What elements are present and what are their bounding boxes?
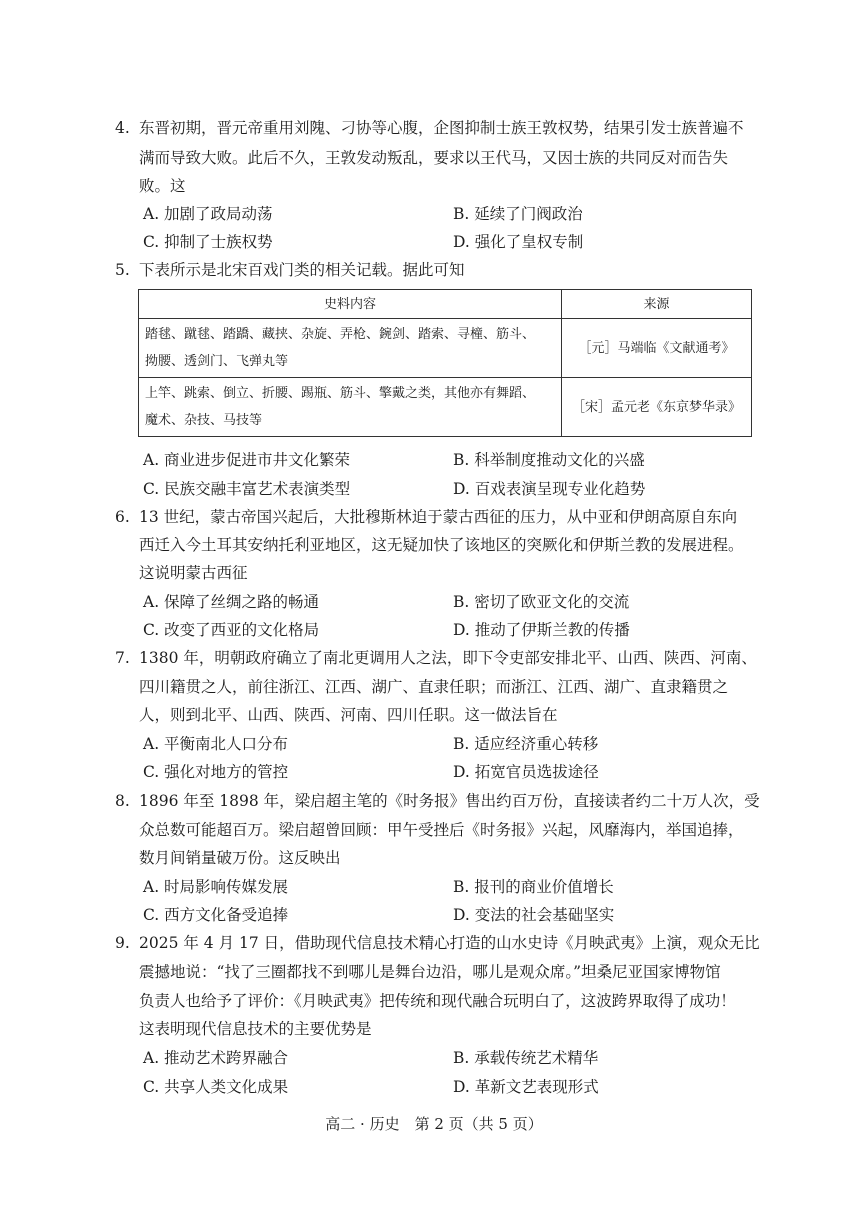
- option-b[interactable]: B. 科举制度推动文化的兴盛: [453, 451, 645, 469]
- table-header-source: 来源: [562, 290, 752, 319]
- question-text-line: 负责人也给予了评价：《月映武夷》把传统和现代融合玩明白了，这波跨界取得了成功！: [139, 992, 736, 1010]
- table-header-row: [139, 290, 752, 319]
- table-row: [139, 319, 752, 378]
- option-d[interactable]: D. 推动了伊斯兰教的传播: [453, 621, 630, 639]
- question-text-line: 败。这: [139, 177, 186, 195]
- question-text-line: 1896 年至 1898 年，梁启超主笔的《时务报》售出约百万份，直接读者约二十万人次，受: [139, 792, 760, 810]
- question-text-line: 这说明蒙古西征: [139, 564, 248, 582]
- question-text-line: 下表所示是北宋百戏门类的相关记载。据此可知: [139, 261, 465, 279]
- option-b[interactable]: B. 报刊的商业价值增长: [453, 878, 614, 896]
- option-a[interactable]: A. 加剧了政局动荡: [143, 205, 273, 223]
- option-c[interactable]: C. 民族交融丰富艺术表演类型: [143, 480, 351, 498]
- option-c[interactable]: C. 西方文化备受追捧: [143, 906, 289, 924]
- question-text-line: 人，则到北平、山西、陕西、河南、四川任职。这一做法旨在: [139, 706, 558, 724]
- question-text-line: 2025 年 4 月 17 日，借助现代信息技术精心打造的山水史诗《月映武夷》上演，观众无比: [139, 934, 760, 952]
- question-text-line: 震撼地说：“找了三圈都找不到哪儿是舞台边沿，哪儿是观众席。”坦桑尼亚国家博物馆: [139, 963, 721, 981]
- table-row: [139, 378, 752, 437]
- page-footer: 高二 · 历史 第 2 页（共 5 页）: [325, 1115, 543, 1133]
- option-d[interactable]: D. 革新文艺表现形式: [453, 1078, 599, 1096]
- question-text-line: 众总数可能超百万。梁启超曾回顾：甲午受挫后《时务报》兴起，风靡海内，举国追捧，: [139, 821, 744, 839]
- question-text-line: 西迁入今土耳其安纳托利亚地区，这无疑加快了该地区的突厥化和伊斯兰教的发展进程。: [139, 536, 744, 554]
- option-a[interactable]: A. 平衡南北人口分布: [143, 735, 289, 753]
- option-b[interactable]: B. 适应经济重心转移: [453, 735, 599, 753]
- question-text-line: 四川籍贯之人，前往浙江、江西、湖广、直隶任职；而浙江、江西、湖广、直隶籍贯之: [139, 678, 729, 696]
- option-d[interactable]: D. 拓宽官员选拔途径: [453, 763, 599, 781]
- option-d[interactable]: D. 强化了皇权专制: [453, 233, 584, 251]
- table-cell-content: 上竿、跳索、倒立、折腰、踢瓶、筋斗、擎戴之类，其他亦有舞蹈、 魔术、杂技、马技等: [139, 378, 562, 437]
- option-a[interactable]: A. 时局影响传媒发展: [143, 878, 289, 896]
- table-cell-source: ［元］马端临《文献通考》: [562, 319, 752, 378]
- question-text-line: 满而导致大败。此后不久，王敦发动叛乱，要求以王代马，又因士族的共同反对而告失: [139, 149, 729, 167]
- option-a[interactable]: A. 推动艺术跨界融合: [143, 1049, 289, 1067]
- question-number: 4.: [115, 119, 130, 137]
- option-b[interactable]: B. 延续了门阀政治: [453, 205, 583, 223]
- option-b[interactable]: B. 密切了欧亚文化的交流: [453, 593, 630, 611]
- question-text-line: 1380 年，明朝政府确立了南北更调用人之法，即下令吏部安排北平、山西、陕西、河南、: [139, 649, 757, 667]
- option-d[interactable]: D. 百戏表演呈现专业化趋势: [453, 480, 646, 498]
- table-cell-source: ［宋］孟元老《东京梦华录》: [562, 378, 752, 437]
- option-c[interactable]: C. 改变了西亚的文化格局: [143, 621, 320, 639]
- option-b[interactable]: B. 承载传统艺术精华: [453, 1049, 599, 1067]
- table-cell-content: 踏毬、蹴毬、踏蹻、藏挟、杂旋、弄枪、鋺剑、踏索、寻橦、筋斗、 拗腰、透剑门、飞弹丸等: [139, 319, 562, 378]
- option-d[interactable]: D. 变法的社会基础坚实: [453, 906, 615, 924]
- question-text-line: 13 世纪，蒙古帝国兴起后，大批穆斯林迫于蒙古西征的压力，从中亚和伊朗高原自东向: [139, 508, 738, 526]
- question-text-line: 数月间销量破万份。这反映出: [139, 849, 341, 867]
- source-table: [138, 289, 752, 437]
- question-number: 6.: [115, 508, 130, 526]
- question-number: 9.: [115, 934, 130, 952]
- question-number: 8.: [115, 792, 130, 810]
- question-text-line: 东晋初期，晋元帝重用刘隗、刁协等心腹，企图抑制士族王敦权势，结果引发士族普遍不: [139, 119, 744, 137]
- table-header-content: 史料内容: [139, 290, 562, 319]
- option-c[interactable]: C. 抑制了士族权势: [143, 233, 273, 251]
- question-text-line: 这表明现代信息技术的主要优势是: [139, 1020, 372, 1038]
- option-a[interactable]: A. 商业进步促进市井文化繁荣: [143, 451, 351, 469]
- option-c[interactable]: C. 强化对地方的管控: [143, 763, 289, 781]
- option-c[interactable]: C. 共享人类文化成果: [143, 1078, 289, 1096]
- option-a[interactable]: A. 保障了丝绸之路的畅通: [143, 593, 320, 611]
- question-number: 7.: [115, 649, 130, 667]
- question-number: 5.: [115, 261, 130, 279]
